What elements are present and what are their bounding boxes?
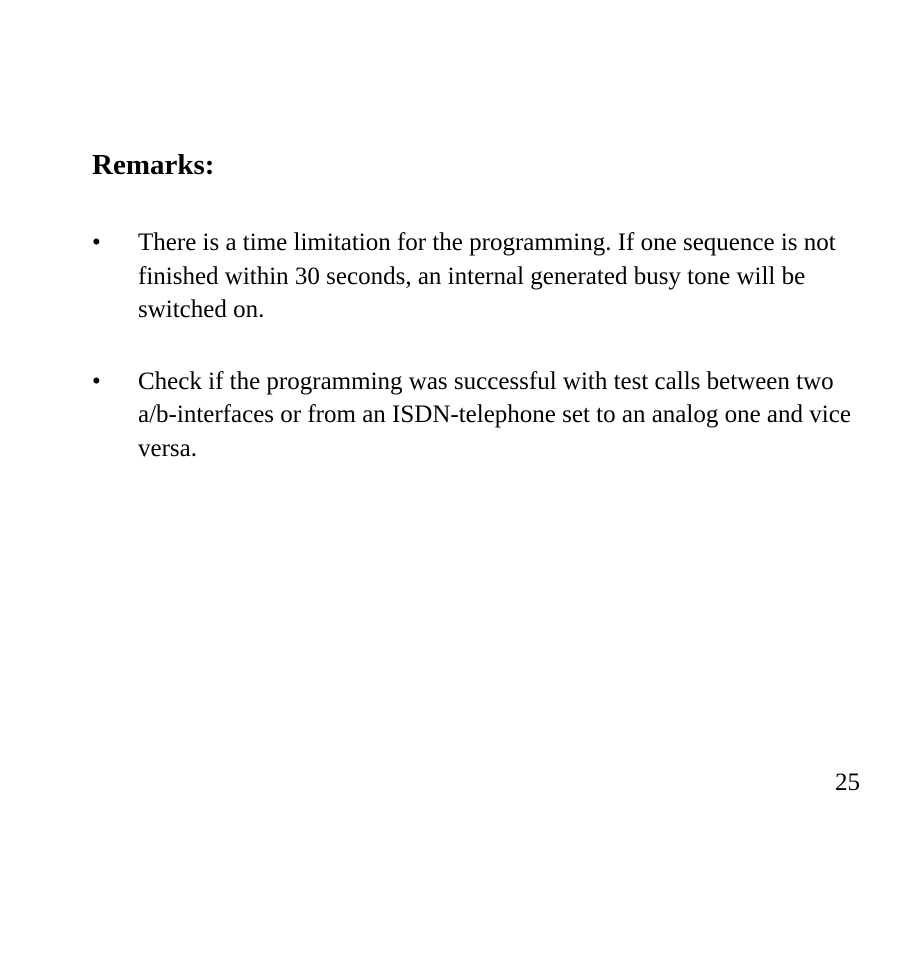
list-item — [92, 226, 872, 327]
page-number: 25 — [835, 769, 860, 796]
remarks-list — [92, 226, 872, 503]
list-item-text: There is a time limitation for the programming. If one sequence is not finished within 30 seconds, an internal generated busy tone will be switched on. — [138, 229, 836, 323]
bullet-icon: • — [92, 229, 101, 256]
section-heading: Remarks: — [92, 149, 215, 181]
bullet-icon: • — [92, 367, 101, 395]
list-item — [92, 365, 872, 466]
list-item-text: Check if the programming was successful with test calls between two a/b-interfaces or from an ISDN-telephone set to an analog one and vice versa. — [138, 367, 851, 462]
